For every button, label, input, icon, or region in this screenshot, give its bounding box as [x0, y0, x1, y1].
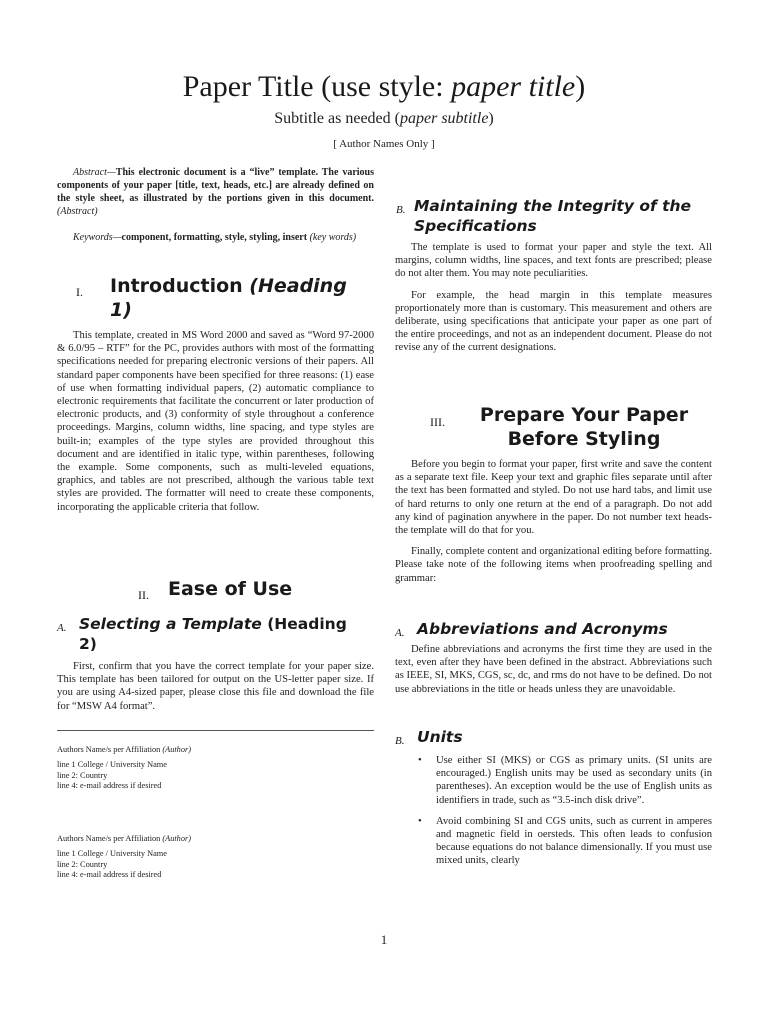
- title-text: Paper Title (use style:: [182, 70, 452, 103]
- footnote-divider: [57, 730, 374, 731]
- affiliation-author: Authors Name/s per Affiliation: [57, 834, 163, 843]
- list-item-text: Use either SI (MKS) or CGS as primary units. (SI units are encouraged.) English units may be used as secondary units (in parentheses). An exception would be the use of English units as identifiers in trade, such as “3.5-inch disk drive”.: [436, 755, 712, 806]
- heading-number: A.: [395, 627, 405, 639]
- introduction-body: [57, 329, 374, 520]
- heading-introduction: [76, 274, 370, 322]
- heading-prepare-paper: [430, 403, 704, 451]
- paragraph: Define abbreviations and acronyms the first time they are used in the text, even after they have been defined in the abstract. Abbreviations such as IEEE, SI, MKS, CGS, sc, dc, and rms do not have to be defined. Do not use abbreviations in the title or heads unless they are unavoidable.: [395, 644, 712, 695]
- title-close: ): [575, 70, 586, 103]
- heading-text: Ease of Use: [168, 578, 293, 600]
- heading-abbreviations: [395, 619, 717, 639]
- keywords-body: component, formatting, style, styling, insert: [121, 232, 308, 243]
- page-number: 1: [380, 932, 388, 947]
- affiliation-name: [57, 834, 357, 845]
- heading-text: Units: [417, 728, 463, 746]
- title-style-hint: paper title: [451, 70, 576, 103]
- affiliation-line: line 2: Country: [57, 859, 108, 869]
- affiliation-line: line 4: e-mail address if desired: [57, 781, 162, 791]
- prepare-paper-body: [395, 458, 712, 591]
- maintaining-integrity-body: [395, 241, 712, 361]
- heading-number: B.: [396, 204, 406, 216]
- affiliation-line: line 1 College / University Name: [57, 759, 167, 769]
- heading-selecting-template: [57, 614, 369, 654]
- heading-number: B.: [395, 735, 405, 747]
- abstract-body: This electronic document is a “live” template. The various components of your paper [title, text, heads, etc.] are already defined on the style sheet, as illustrated by the portions given in this document.: [57, 167, 374, 204]
- heading-text: Selecting a Template: [79, 615, 268, 633]
- heading-style-hint: (Heading 1): [110, 275, 347, 321]
- abstract-label: Abstract—: [73, 167, 116, 178]
- heading-text: Abbreviations and Acronyms: [417, 620, 668, 638]
- keywords-style-hint: (key words): [307, 232, 357, 243]
- subtitle-style-hint: paper subtitle: [399, 110, 489, 127]
- heading-ease-of-use: [138, 577, 368, 602]
- heading-text: Introduction: [110, 275, 250, 297]
- heading-style-hint: (Heading 2): [79, 615, 347, 653]
- affiliation-line: line 4: e-mail address if desired: [57, 870, 162, 880]
- list-item: [411, 815, 712, 868]
- heading-number: II.: [138, 588, 149, 602]
- selecting-template-body: [57, 660, 374, 719]
- heading-text: Prepare Your Paper Before Styling: [479, 404, 689, 450]
- units-list: [411, 754, 712, 876]
- subtitle-text: Subtitle as needed (: [274, 110, 400, 127]
- affiliation-line: line 1 College / University Name: [57, 848, 167, 858]
- affiliation-style-hint: (Author): [162, 834, 191, 843]
- paper-subtitle: [0, 110, 768, 128]
- affiliation-line: line 2: Country: [57, 770, 108, 780]
- keywords-label: Keywords—: [73, 232, 122, 243]
- heading-maintaining-integrity: [396, 196, 714, 236]
- paragraph: First, confirm that you have the correct template for your paper size. This template has been tailored for output on the US-letter paper size. If you are using A4-sized paper, please close this file and download the file for “MSW A4 format”.: [57, 661, 374, 712]
- affiliation-style-hint: (Author): [162, 745, 191, 754]
- heading-number: A.: [57, 622, 67, 634]
- heading-text: Maintaining the Integrity of the Specifications: [414, 197, 692, 235]
- bullet-list: [411, 754, 712, 868]
- abbreviations-body: [395, 643, 712, 702]
- affiliation-author: Authors Name/s per Affiliation: [57, 745, 163, 754]
- list-item: [411, 754, 712, 807]
- paragraph: Finally, complete content and organizational editing before formatting. Please take note of the following items when proofreading spelling and grammar:: [395, 546, 712, 584]
- affiliation-name: [57, 745, 357, 756]
- bullet-icon: •: [418, 755, 422, 766]
- paragraph: Before you begin to format your paper, first write and save the content as a separate text file. Keep your text and graphic files separate until after the text has been formatted and styled. Do not use hard tabs, and limit use of hard returns to only one return at the end of a paragraph. Do not add any kind of pagination anywhere in the paper. Do not number text heads-the template will do that for you.: [395, 459, 712, 537]
- bullet-icon: •: [418, 815, 422, 827]
- heading-units: [395, 727, 717, 747]
- subtitle-close: ): [488, 110, 494, 127]
- heading-number: III.: [430, 415, 445, 429]
- paper-title: [0, 70, 768, 104]
- paragraph: This template, created in MS Word 2000 and saved as “Word 97-2000 & 6.0/95 – RTF” for the PC, provides authors with most of the formatting specifications needed for preparing electronic versions of their papers. All standard paper components have been specified for three reasons: (1) ease of use when formatting individual papers, (2) automatic compliance to electronic requirements that facilitate the concurrent or later production of electronic products, and (3) conformity of style throughout a conference proceedings. Margins, column widths, line spacing, and type styles are built-in; examples of the type styles are provided throughout this document and are identified in italic type, within parentheses, following the example. Some components, such as multi-leveled equations, graphics, and tables are not prescribed, although the various table text styles are provided. The formatter will need to create these components, incorporating the applicable criteria that follow.: [57, 330, 374, 513]
- paragraph: For example, the head margin in this template measures proportionately more than is customary. This measurement and others are deliberate, using specifications that anticipate your paper as one part of the entire proceedings, and not as an independent document. Please do not revise any of the current designations.: [395, 289, 712, 354]
- abstract: [57, 166, 374, 218]
- keywords: [57, 231, 374, 244]
- abstract-style-hint: (Abstract): [57, 206, 98, 217]
- affiliation-block: [57, 834, 357, 881]
- affiliation-block: [57, 745, 357, 792]
- author-names: [ Author Names Only ]: [333, 138, 435, 150]
- list-item-text: Avoid combining SI and CGS units, such as current in amperes and magnetic field in oersteds. This often leads to confusion because equations do not balance dimensionally. If you must use mixed units, clearly: [436, 815, 712, 867]
- paragraph: The template is used to format your paper and style the text. All margins, column widths, line spaces, and text fonts are prescribed; please do not alter them. You may note peculiarities.: [395, 242, 712, 280]
- heading-number: I.: [76, 285, 83, 299]
